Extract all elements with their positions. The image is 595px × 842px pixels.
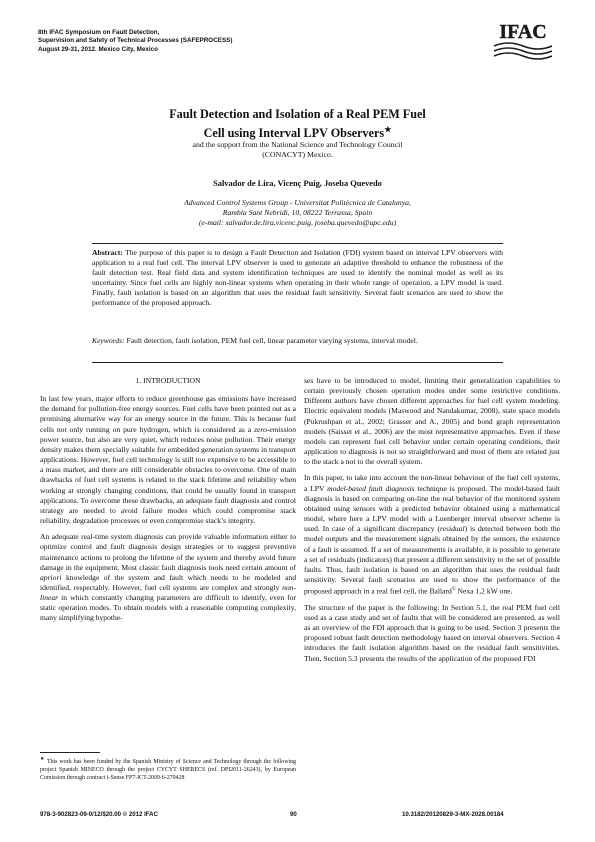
ifac-logo-text: IFAC (499, 21, 547, 43)
intro-p1-emphasis: zero-emission (254, 424, 296, 434)
right-p2-text-b: technique is proposed. The model-based fault diagnosis is based on comparing on-line the real behavior of the monitored system obtained using sensors with a predicted behavior obtained using a mathematical model, where here a LPV model with a Luenberger interval observer scheme is used. In case of a significant discrepancy ( (304, 483, 560, 534)
affiliation (90, 198, 505, 229)
affiliation-line-1: Advanced Control Systems Group - Universitat Politècnica de Catalunya, (184, 198, 411, 207)
keywords-label: Keywords: (92, 336, 125, 345)
keywords (92, 336, 503, 346)
right-p2-text-d: Nexa 1,2 kW one. (455, 586, 513, 596)
intro-p2-text-c: in which constantly changing parameters are difficult to identify, even for static operation modes. To obtain models with a reasonable computing complexity, many simplifying hypothe- (40, 593, 296, 623)
footer-page-number: 90 (290, 811, 297, 818)
title-line-1: Fault Detection and Isolation of a Real PEM Fuel (169, 107, 426, 121)
affiliation-email: (e-mail: salvador.de.lira,vicenc.puig, joseba.quevedo@upc.edu) (198, 218, 397, 228)
intro-p1-text-a: In last few years, major efforts to reduce greenhouse gas emissions have increased the demand for pollution-free energy sources. Fuel cells have been pointed out as a promising alternative way for an energy source in the future. This is because fuel cells not only running on pure hydrogen, which is considered as a (40, 394, 296, 434)
intro-p2-emphasis-2: non-linear (40, 582, 296, 603)
footer-doi: 10.3182/20120829-3-MX-2028.00184 (402, 811, 504, 818)
intro-p2-emphasis-1: apriori (40, 572, 62, 582)
title-line-2 (90, 122, 505, 141)
funding-line-2: (CONACYT) Mexico. (262, 150, 333, 159)
intro-paragraph-1 (40, 394, 296, 526)
title-footnote-mark: ★ (384, 125, 392, 134)
section-heading-introduction: 1. INTRODUCTION (135, 376, 201, 385)
footnote-mark: ★ (40, 757, 46, 762)
conference-line-3: August 29-31, 2012. Mexico City, Mexico (38, 45, 158, 53)
right-paragraph-1: ses have to be introduced to model, limiting their generalization capabilities to certain previously chosen operation modes under some restrictive conditions. Different authors have chosen different approaches for fuel cell system modeling. Electric equivalent models (Maswood and Nandakumar, 2008), state space models (Pukrushpan et al., 2002; Grasser and A., 2005) and bond graph representation models (Saisset et al., 2006) are the most representative approaches. Even if these models can represent fuel cell behavior under certain operating conditions, their application to diagnosis is not so straightforward and most of them are related just to the stack a not to the overall system. (304, 376, 560, 467)
abstract (92, 248, 503, 308)
conference-line-1: 8th IFAC Symposium on Fault Detection, (38, 29, 160, 36)
footnote (40, 756, 296, 782)
right-column (304, 376, 560, 670)
ifac-logo (490, 16, 556, 64)
title-line-2-text: Cell using Interval LPV Observers (203, 126, 385, 141)
right-paragraph-3: The structure of the paper is the following: In Section 5.1, the real PEM fuel cell used as a case study and set of faults that will be considered are presented, as well as an overview of the FDI approach that is going to be used. Section 3 presents the proposed robust fault detection methodology based on interval observers. Section 4 introduces the fault isolation algorithm based on the residual fault sensitivities. Then, Section 5.3 presents the results of the application of the proposed FDI (304, 602, 560, 663)
right-p2-emphasis-2: residual (439, 524, 465, 534)
intro-p2-text-b: knowledge of the system and fault which needs to be modeled and identified, respectably. However, fuel cell systems are complex and strongly (40, 572, 296, 592)
footnote-text: This work has been funded by the Spanish Ministry of Science and Technology through the following project Spanish MINECO through the project CYCYT SHERECS (ref. DPI2011-26243), by European Comission through contract i-Sense FP7-ICT-2009-6-270428 (40, 758, 296, 781)
footer-isbn: 978-3-902823-09-0/12/$20.00 © 2012 IFAC (40, 811, 158, 818)
abstract-top-rule (92, 243, 503, 244)
abstract-label: Abstract: (92, 248, 123, 257)
registered-mark: © (451, 587, 456, 593)
keywords-text: Fault detection, fault isolation, PEM fuel cell, linear parameter varying systems, interval model. (126, 336, 418, 345)
keywords-bottom-rule (92, 362, 503, 363)
funding-line-1: and the support from the National Science and Technology Council (192, 140, 403, 149)
left-column (40, 376, 296, 630)
intro-p1-text-b: power source, but also are very quiet, which reduces noise pollution. Their energy density makes them specially suitable for embedded generation systems in transport applications. However, fuel cell technology is still too expensive to be accessible to a mass market, and there are still considerable obstacles to overcome. One of main drawbacks of fuel cell systems is related to the stack lifetime and reliability when working at strongly changing conditions, that could be usually found in transport applications. To overcome these drawbacks, an adequate fault diagnosis and control strategy are needed to avoid failure modes which could compromise stack reliability, degradation processes or even compromise stack’s integrity. (40, 434, 296, 526)
conference-header (38, 29, 338, 54)
right-p2-emphasis-1: model-based fault diagnosis (327, 483, 415, 493)
affiliation-line-2: Rambla Sant Nebridi, 10, 08222 Terrassa, Spain (222, 208, 373, 218)
right-p2-text-c: ) is detected between both the model outputs and the measurement signals obtained by the sensors, the existence of a fault is assumed. If a set of measurements is available, it is possible to generate a set of residuals (indicators) that present a different sensitivity to the set of possible faults. Thus, fault isolation is based on an algorithm that uses the residual fault sensitivity. Several fault scenarios are used to show the performance of the proposed approach in a real fuel cell, the Ballard (304, 524, 560, 596)
conference-line-2: Supervision and Safety of Technical Processes (SAFEPROCESS) (38, 37, 233, 45)
funding-note (90, 140, 505, 160)
right-paragraph-2 (304, 473, 560, 596)
right-p2-text-a: In this paper, to take into account the non-linear behaviour of the fuel cell systems, a LPV (304, 473, 560, 493)
intro-paragraph-2 (40, 532, 296, 623)
paper-title (90, 106, 505, 141)
intro-p2-text-a: An adequate real-time system diagnosis can provide valuable information either to optimize control and fault diagnosis design strategies or to suggest preventive maintenance actions to prolong the lifetime of the system and thereby avoid future damage in the equipment. Most classic fault diagnosis tools need certain amount of (40, 532, 296, 572)
abstract-text: The purpose of this paper is to design a Fault Detection and Isolation (FDI) system based on interval LPV observers with application to a real fuel cell. The interval LPV observer is used to generate an adaptive threshold to enhance the robustness of the fault detection test. Real field data and system identification techniques are used to identify the nominal model as well as its uncertainty. Since fuel cells are highly non-linear systems when operating in their whole range of operation, a LPV model is used. Finally, fault isolation is based on an algorithm that uses the residual fault sensitivity. Several fault scenarios are used to show the performance of the proposed approach. (92, 248, 503, 307)
authors: Salvador de Lira, Vicenç Puig, Joseba Quevedo (213, 179, 382, 188)
footnote-rule (40, 752, 100, 753)
